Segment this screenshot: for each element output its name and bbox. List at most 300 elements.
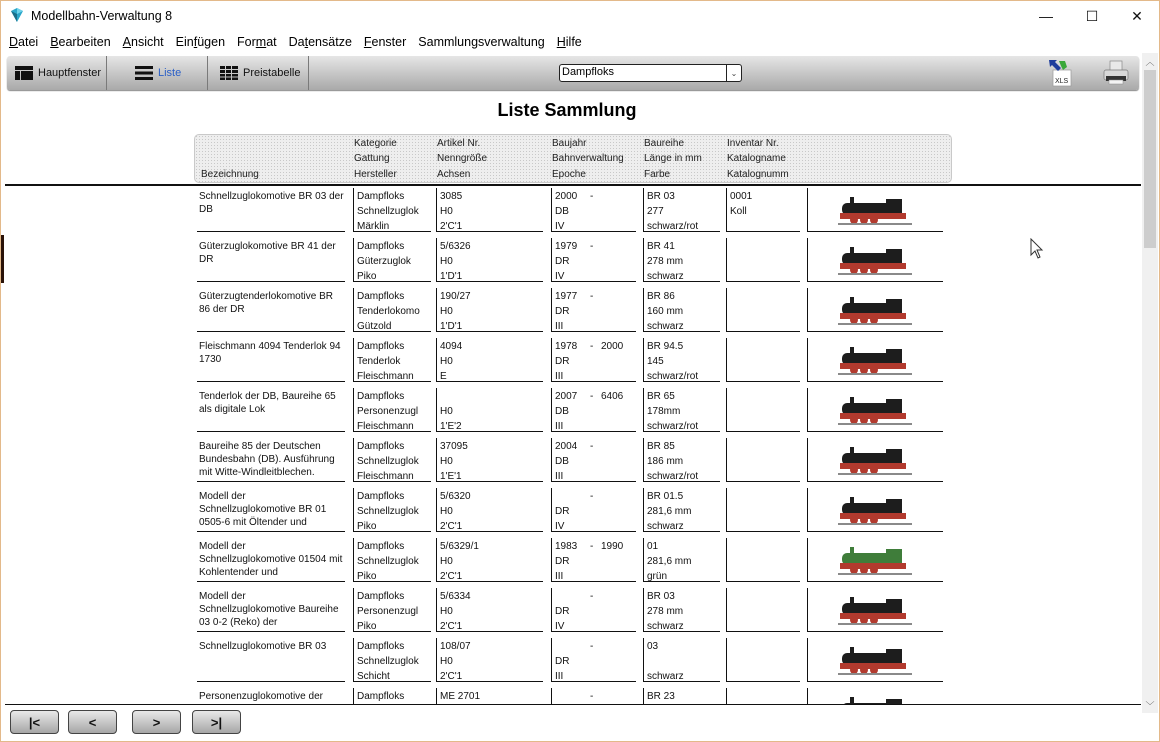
table-row[interactable]	[1, 336, 1141, 386]
bezeichnung-text: Baureihe 85 der Deutschen Bundesbahn (DB). Ausführung mit Witte-Windleitblechen.	[199, 441, 335, 478]
baureihe-cell	[643, 438, 720, 482]
cell-value: 278 mm	[647, 256, 684, 267]
menu-bar	[1, 32, 1159, 52]
bahnverwaltung: DR	[555, 356, 570, 367]
svg-text:XLS: XLS	[1055, 78, 1069, 85]
bezeichnung-cell	[197, 238, 345, 282]
year-separator: -	[590, 191, 594, 202]
year-from: 1979	[555, 241, 578, 252]
image-cell[interactable]	[807, 388, 943, 432]
header-gattung: Gattung	[354, 153, 390, 164]
vertical-scrollbar[interactable]	[1142, 53, 1158, 713]
cell-value: 278 mm	[647, 606, 684, 617]
year-separator: -	[590, 491, 594, 502]
cell-value: Personenzugl	[357, 606, 419, 617]
epoche: III	[555, 421, 564, 432]
cell-value: BR 94.5	[647, 341, 684, 352]
image-cell[interactable]	[807, 338, 943, 382]
inventar-cell	[726, 238, 800, 282]
cell-value: BR 03	[647, 591, 675, 602]
scrollbar-thumb[interactable]	[1144, 70, 1156, 248]
cell-value: 0001	[730, 191, 753, 202]
cell-value: Dampfloks	[357, 191, 405, 202]
image-cell[interactable]	[807, 188, 943, 232]
title-bar	[1, 1, 1159, 31]
year-separator: -	[590, 591, 594, 602]
year-separator: -	[590, 291, 594, 302]
artikel-cell	[436, 438, 543, 482]
bezeichnung-text: Personenzuglokomotive der	[199, 691, 323, 702]
menu-item[interactable]: Ansicht	[122, 35, 164, 49]
maximize-button[interactable]	[1069, 1, 1115, 31]
cell-value: 277	[647, 206, 664, 217]
kategorie-cell	[353, 338, 431, 382]
close-button[interactable]	[1114, 1, 1160, 31]
cell-value: Fleischmann	[357, 371, 414, 382]
cell-value: 3085	[440, 191, 463, 202]
menu-item[interactable]: Sammlungsverwaltung	[418, 35, 545, 49]
cell-value: grün	[647, 571, 668, 582]
cell-value: BR 86	[647, 291, 675, 302]
bezeichnung-cell	[197, 438, 345, 482]
year-from: 2007	[555, 391, 578, 402]
cell-value: BR 65	[647, 391, 675, 402]
cell-value: Gützold	[357, 321, 392, 332]
table-row[interactable]	[1, 436, 1141, 486]
column-header	[194, 134, 952, 183]
year-to: 6406	[601, 391, 624, 402]
epoche: III	[555, 321, 564, 332]
record-list	[1, 186, 1141, 704]
cell-value: schwarz/rot	[647, 471, 699, 482]
bezeichnung-cell	[197, 488, 345, 532]
baureihe-cell	[643, 338, 720, 382]
cell-value: schwarz	[647, 671, 684, 682]
cell-value: ME 2701	[440, 691, 481, 702]
locomotive-photo	[836, 543, 916, 577]
category-select[interactable]	[559, 64, 742, 82]
liste-label: Liste	[158, 67, 182, 79]
year-from: 1983	[555, 541, 578, 552]
menu-item[interactable]: Datei	[9, 35, 39, 49]
cell-value: 5/6334	[440, 591, 471, 602]
cell-value: 1'E'1	[440, 471, 462, 482]
baujahr-cell	[551, 288, 636, 332]
bezeichnung-text: Fleischmann 4094 Tenderlok 94 1730	[199, 341, 341, 365]
page-title: Liste Sammlung	[497, 100, 637, 120]
menu-item[interactable]: Bearbeiten	[50, 35, 111, 49]
cell-value: Dampfloks	[357, 291, 405, 302]
cell-value: H0	[440, 406, 453, 417]
baujahr-cell	[551, 438, 636, 482]
cell-value: 5/6320	[440, 491, 471, 502]
baujahr-cell	[551, 388, 636, 432]
cell-value: H0	[440, 556, 453, 567]
header-inventar-nr: Inventar Nr.	[727, 138, 779, 149]
cell-value: 2'C'1	[440, 521, 463, 532]
scroll-down-icon[interactable]: ﹀	[1145, 700, 1155, 711]
artikel-cell	[436, 638, 543, 682]
cell-value: 2'C'1	[440, 571, 463, 582]
artikel-cell	[436, 238, 543, 282]
menu-item[interactable]: Hilfe	[556, 35, 582, 49]
bezeichnung-text: Modell der Schnellzuglokomotive Baureihe 03 0-2 (Reko) der	[199, 591, 339, 628]
cell-value: BR 03	[647, 191, 675, 202]
cell-value: Koll	[730, 206, 747, 217]
bezeichnung-cell	[197, 338, 345, 382]
artikel-cell	[436, 588, 543, 632]
cell-value: Schnellzuglok	[357, 506, 419, 517]
inventar-cell	[726, 288, 800, 332]
cell-value: 37095	[440, 441, 468, 452]
image-cell[interactable]	[807, 638, 943, 682]
locomotive-photo	[836, 593, 916, 627]
cell-value: Dampfloks	[357, 691, 405, 702]
cell-value: BR 41	[647, 241, 675, 252]
main-window-icon	[15, 66, 33, 80]
scroll-up-icon[interactable]: ︿	[1145, 56, 1155, 67]
image-cell[interactable]	[807, 688, 943, 704]
artikel-cell	[436, 338, 543, 382]
bezeichnung-text: Güterzuglokomotive BR 41 der DR	[199, 241, 336, 265]
hauptfenster-label: Hauptfenster	[38, 67, 101, 79]
cell-value: 281,6 mm	[647, 506, 692, 517]
cell-value: Piko	[357, 571, 377, 582]
locomotive-photo	[836, 443, 916, 477]
cell-value: schwarz/rot	[647, 371, 699, 382]
header-achsen: Achsen	[437, 169, 471, 180]
year-from: 2000	[555, 191, 578, 202]
cell-value: 1'D'1	[440, 271, 463, 282]
baureihe-cell	[643, 388, 720, 432]
year-from: 1978	[555, 341, 578, 352]
cell-value: 145	[647, 356, 664, 367]
window-title: Modellbahn-Verwaltung 8	[31, 9, 173, 23]
table-row[interactable]	[1, 286, 1141, 336]
inventar-cell	[726, 588, 800, 632]
cell-value: schwarz	[647, 621, 684, 632]
header-kategorie: Kategorie	[354, 138, 397, 149]
menu-item[interactable]: Datensätze	[288, 35, 352, 49]
bahnverwaltung: DR	[555, 306, 570, 317]
cell-value: 4094	[440, 341, 463, 352]
kategorie-cell	[353, 538, 431, 582]
year-to: 1990	[601, 541, 624, 552]
header-baureihe: Baureihe	[644, 138, 685, 149]
cell-value: Dampfloks	[357, 591, 405, 602]
cell-value: Fleischmann	[357, 471, 414, 482]
cell-value: H0	[440, 456, 453, 467]
bezeichnung-text: Schnellzuglokomotive BR 03	[199, 641, 327, 652]
list-icon	[135, 66, 153, 80]
cell-value: 108/07	[440, 641, 471, 652]
cell-value: schwarz/rot	[647, 221, 699, 232]
cell-value: Tenderlokomo	[357, 306, 420, 317]
epoche: III	[555, 471, 564, 482]
cell-value: schwarz	[647, 271, 684, 282]
minimize-icon: —	[1039, 8, 1053, 24]
locomotive-photo	[836, 643, 916, 677]
bezeichnung-cell	[197, 538, 345, 582]
image-cell[interactable]	[807, 488, 943, 532]
inventar-cell	[726, 438, 800, 482]
cell-value: Märklin	[357, 221, 390, 232]
bezeichnung-cell	[197, 638, 345, 682]
locomotive-photo	[836, 393, 916, 427]
cell-value: Dampfloks	[357, 641, 405, 652]
chevron-down-icon[interactable]: ⌄	[726, 65, 741, 81]
bezeichnung-text: Tenderlok der DB, Baureihe 65 als digitale Lok	[199, 391, 336, 415]
bezeichnung-cell	[197, 588, 345, 632]
cell-value: Dampfloks	[357, 341, 405, 352]
cell-value: Schnellzuglok	[357, 456, 419, 467]
excel-export-icon	[1047, 58, 1075, 88]
kategorie-cell	[353, 288, 431, 332]
kategorie-cell	[353, 588, 431, 632]
bahnverwaltung: DR	[555, 556, 570, 567]
baujahr-cell	[551, 638, 636, 682]
year-to: 2000	[601, 341, 624, 352]
year-from: 2004	[555, 441, 578, 452]
cell-value: Tenderlok	[357, 356, 401, 367]
cell-value: 160 mm	[647, 306, 684, 317]
print-button[interactable]	[1101, 60, 1131, 86]
bahnverwaltung: DR	[555, 606, 570, 617]
year-separator: -	[590, 641, 594, 652]
inventar-cell	[726, 538, 800, 582]
inventar-cell	[726, 188, 800, 232]
kategorie-cell	[353, 438, 431, 482]
baujahr-cell	[551, 338, 636, 382]
kategorie-cell	[353, 488, 431, 532]
baureihe-cell	[643, 288, 720, 332]
table-row[interactable]	[1, 236, 1141, 286]
locomotive-photo	[836, 293, 916, 327]
header-farbe: Farbe	[644, 169, 671, 180]
cell-value: H0	[440, 506, 453, 517]
bahnverwaltung: DR	[555, 256, 570, 267]
epoche: IV	[555, 221, 565, 232]
baujahr-cell	[551, 488, 636, 532]
cell-value: 178mm	[647, 406, 681, 417]
table-row[interactable]	[1, 636, 1141, 686]
table-row[interactable]	[1, 686, 1141, 704]
header-nenngroesse: Nenngröße	[437, 153, 488, 164]
cell-value: E	[440, 371, 447, 382]
footer-divider	[5, 704, 1141, 705]
category-select-value: Dampfloks	[562, 66, 614, 78]
artikel-cell	[436, 188, 543, 232]
header-artikel-nr: Artikel Nr.	[437, 138, 481, 149]
year-from: 1977	[555, 291, 578, 302]
header-katalogname: Katalogname	[727, 153, 786, 164]
cell-value: 281,6 mm	[647, 556, 692, 567]
inventar-cell	[726, 388, 800, 432]
prev-record-button[interactable]: <	[68, 710, 117, 734]
cell-value: 190/27	[440, 291, 471, 302]
cell-value: Güterzuglok	[357, 256, 411, 267]
baureihe-cell	[643, 188, 720, 232]
kategorie-cell	[353, 188, 431, 232]
cell-value: Piko	[357, 521, 377, 532]
kategorie-cell	[353, 238, 431, 282]
baureihe-cell	[643, 638, 720, 682]
menu-item[interactable]: Fenster	[363, 35, 407, 49]
preistabelle-label: Preistabelle	[243, 67, 301, 79]
cell-value: 5/6329/1	[440, 541, 479, 552]
header-hersteller: Hersteller	[354, 169, 397, 180]
liste-button[interactable]	[108, 56, 208, 90]
inventar-cell	[726, 488, 800, 532]
table-row[interactable]	[1, 186, 1141, 236]
cell-value: Piko	[357, 271, 377, 282]
artikel-cell	[436, 688, 543, 704]
table-row[interactable]	[1, 536, 1141, 586]
cell-value: H0	[440, 256, 453, 267]
image-cell[interactable]	[807, 288, 943, 332]
bezeichnung-cell	[197, 188, 345, 232]
epoche: III	[555, 371, 564, 382]
baureihe-cell	[643, 538, 720, 582]
cell-value: BR 01.5	[647, 491, 684, 502]
image-cell[interactable]	[807, 438, 943, 482]
cell-value: 5/6326	[440, 241, 471, 252]
cell-value: BR 23	[647, 691, 675, 702]
bezeichnung-text: Schnellzuglokomotive BR 03 der DB	[199, 191, 344, 215]
inventar-cell	[726, 688, 800, 704]
cell-value: Schnellzuglok	[357, 656, 419, 667]
cell-value: Dampfloks	[357, 491, 405, 502]
year-separator: -	[590, 691, 594, 702]
year-separator: -	[590, 341, 594, 352]
baujahr-cell	[551, 188, 636, 232]
header-bezeichnung: Bezeichnung	[201, 169, 259, 180]
cell-value: 01	[647, 541, 659, 552]
bahnverwaltung: DB	[555, 206, 569, 217]
cell-value: Schicht	[357, 671, 390, 682]
cell-value: schwarz	[647, 321, 684, 332]
cell-value: 1'E'2	[440, 421, 462, 432]
cell-value: 2'C'1	[440, 671, 463, 682]
cell-value: Piko	[357, 621, 377, 632]
header-baujahr: Baujahr	[552, 138, 587, 149]
inventar-cell	[726, 338, 800, 382]
cell-value: 1'D'1	[440, 321, 463, 332]
year-separator: -	[590, 241, 594, 252]
cell-value: H0	[440, 306, 453, 317]
menu-item[interactable]: Format	[237, 35, 277, 49]
locomotive-photo	[836, 493, 916, 527]
bezeichnung-text: Modell der Schnellzuglokomotive 01504 mit Kohlentender und	[199, 541, 343, 578]
cell-value: 2'C'1	[440, 221, 463, 232]
cell-value: H0	[440, 206, 453, 217]
year-separator: -	[590, 541, 594, 552]
cell-value: Dampfloks	[357, 391, 405, 402]
cell-value: Schnellzuglok	[357, 206, 419, 217]
toolbar	[7, 56, 1139, 90]
artikel-cell	[436, 388, 543, 432]
bezeichnung-text: Modell der Schnellzuglokomotive BR 01 0505-6 mit Öltender und	[199, 491, 327, 528]
cell-value: schwarz	[647, 521, 684, 532]
epoche: IV	[555, 271, 565, 282]
baureihe-cell	[643, 488, 720, 532]
epoche: IV	[555, 621, 565, 632]
cell-value: 186 mm	[647, 456, 684, 467]
app-logo-icon	[10, 8, 24, 22]
inventar-cell	[726, 638, 800, 682]
table-icon	[220, 66, 238, 80]
cell-value: schwarz/rot	[647, 421, 699, 432]
bezeichnung-cell	[197, 288, 345, 332]
cell-value: BR 85	[647, 441, 675, 452]
bahnverwaltung: DB	[555, 406, 569, 417]
hauptfenster-button[interactable]	[7, 56, 107, 90]
cell-value: Personenzugl	[357, 406, 419, 417]
locomotive-photo	[836, 243, 916, 277]
cell-value: Schnellzuglok	[357, 556, 419, 567]
artikel-cell	[436, 288, 543, 332]
excel-export-button[interactable]	[1047, 58, 1075, 88]
baujahr-cell	[551, 538, 636, 582]
cell-value: Dampfloks	[357, 441, 405, 452]
first-record-button[interactable]: |<	[10, 710, 59, 734]
epoche: IV	[555, 521, 565, 532]
close-icon: ✕	[1131, 7, 1143, 24]
printer-icon	[1101, 60, 1131, 86]
table-row[interactable]	[1, 386, 1141, 436]
bahnverwaltung: DR	[555, 656, 570, 667]
cell-value: H0	[440, 606, 453, 617]
preistabelle-button[interactable]	[209, 56, 309, 90]
table-row[interactable]	[1, 486, 1141, 536]
cell-value: 03	[647, 641, 659, 652]
baureihe-cell	[643, 238, 720, 282]
bezeichnung-cell	[197, 688, 345, 704]
kategorie-cell	[353, 388, 431, 432]
bahnverwaltung: DR	[555, 506, 570, 517]
last-record-button[interactable]: >|	[192, 710, 241, 734]
cell-value: Dampfloks	[357, 241, 405, 252]
baujahr-cell	[551, 688, 636, 704]
locomotive-photo	[836, 693, 916, 705]
menu-item[interactable]: Einfügen	[175, 35, 226, 49]
year-separator: -	[590, 441, 594, 452]
baureihe-cell	[643, 588, 720, 632]
bahnverwaltung: DB	[555, 456, 569, 467]
mouse-cursor-icon	[1030, 238, 1044, 260]
cell-value: Dampfloks	[357, 541, 405, 552]
bezeichnung-text: Güterzugtenderlokomotive BR 86 der DR	[199, 291, 333, 315]
cell-value: H0	[440, 656, 453, 667]
next-record-button[interactable]: >	[132, 710, 181, 734]
kategorie-cell	[353, 638, 431, 682]
image-cell[interactable]	[807, 238, 943, 282]
artikel-cell	[436, 538, 543, 582]
minimize-button[interactable]	[1023, 1, 1069, 31]
locomotive-photo	[836, 193, 916, 227]
cell-value: 2'C'1	[440, 621, 463, 632]
header-epoche: Epoche	[552, 169, 586, 180]
header-laenge: Länge in mm	[644, 153, 702, 164]
header-katalognummer: Katalognumm	[727, 169, 789, 180]
image-cell[interactable]	[807, 588, 943, 632]
epoche: III	[555, 671, 564, 682]
table-row[interactable]	[1, 586, 1141, 636]
image-cell[interactable]	[807, 538, 943, 582]
baujahr-cell	[551, 238, 636, 282]
maximize-icon: ☐	[1085, 7, 1099, 24]
artikel-cell	[436, 488, 543, 532]
